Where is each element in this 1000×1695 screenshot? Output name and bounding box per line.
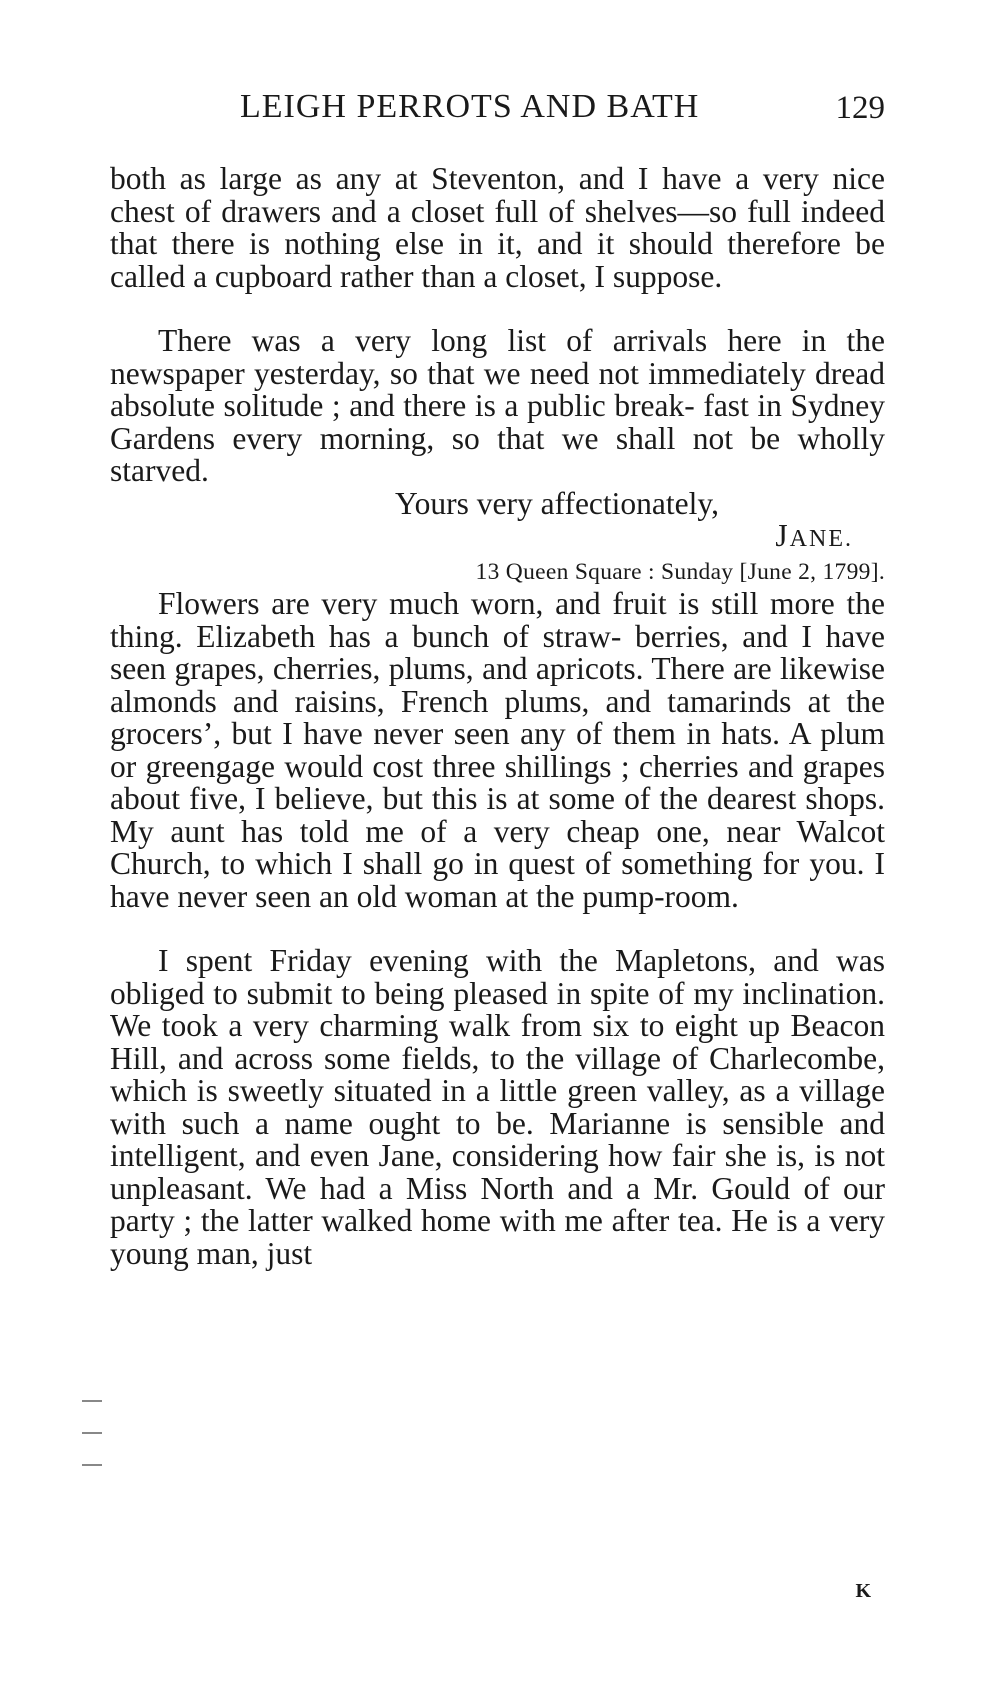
paragraph-3: Flowers are very much worn, and fruit is still more the thing. Elizabeth has a bunch of straw- berries, and I have seen grapes, cherries, plums, and apricots. There are likewise almonds and raisins, French plums, and tamarinds at the grocers’, but I have never seen any of them in hats. A plum or greengage would cost three shillings ; cherries and grapes about five, I believe, but this is at some of the dearest shops. My aunt has told me of a very cheap one, near Walcot Church, to which I shall go in quest of something for you. I have never seen an old woman at the pump-room. [110,586,885,914]
page-header [110,88,885,138]
paragraph-4: I spent Friday evening with the Mapletons, and was obliged to submit to being pleased in spite of my inclination. We took a very charming walk from six to eight up Beacon Hill, and across some fields, to the village of Charlecombe, which is sweetly situated in a little green valley, as a village with such a name ought to be. Marianne is sensible and intelligent, and even Jane, considering how fair she is, is not unpleasant. We had a Miss North and a Mr. Gould of our party ; the latter walked home with me after tea. He is a very young man, just [110,943,885,1271]
paragraph-1: both as large as any at Steventon, and I have a very nice chest of drawers and a closet full of shelves—so full indeed that there is nothing else in it, and it should therefore be called a cupboard rather than a closet, I suppose. [110,161,885,294]
page-number: 129 [835,90,885,126]
paragraph-2: There was a very long list of arrivals here in the newspaper yesterday, so that we need not immediately dread absolute solitude ; and there is a public break- fast in Sydney Gardens every morning, so that we shall not be wholly starved. [110,323,885,488]
printer-signature-mark: K [855,1580,872,1602]
margin-pencil-mark [82,1464,102,1466]
signature-rest: ANE. [789,526,853,552]
letter-closing: Yours very affectionately, [395,485,719,521]
margin-pencil-mark [82,1400,102,1402]
running-title: LEIGH PERROTS AND BATH [240,88,700,125]
margin-pencil-mark [82,1432,102,1434]
letter-signature [110,520,885,556]
signature-initial: J [775,518,790,553]
page-body [110,163,885,1270]
letter-dateline: 13 Queen Square : Sunday [June 2, 1799]. [475,558,885,585]
